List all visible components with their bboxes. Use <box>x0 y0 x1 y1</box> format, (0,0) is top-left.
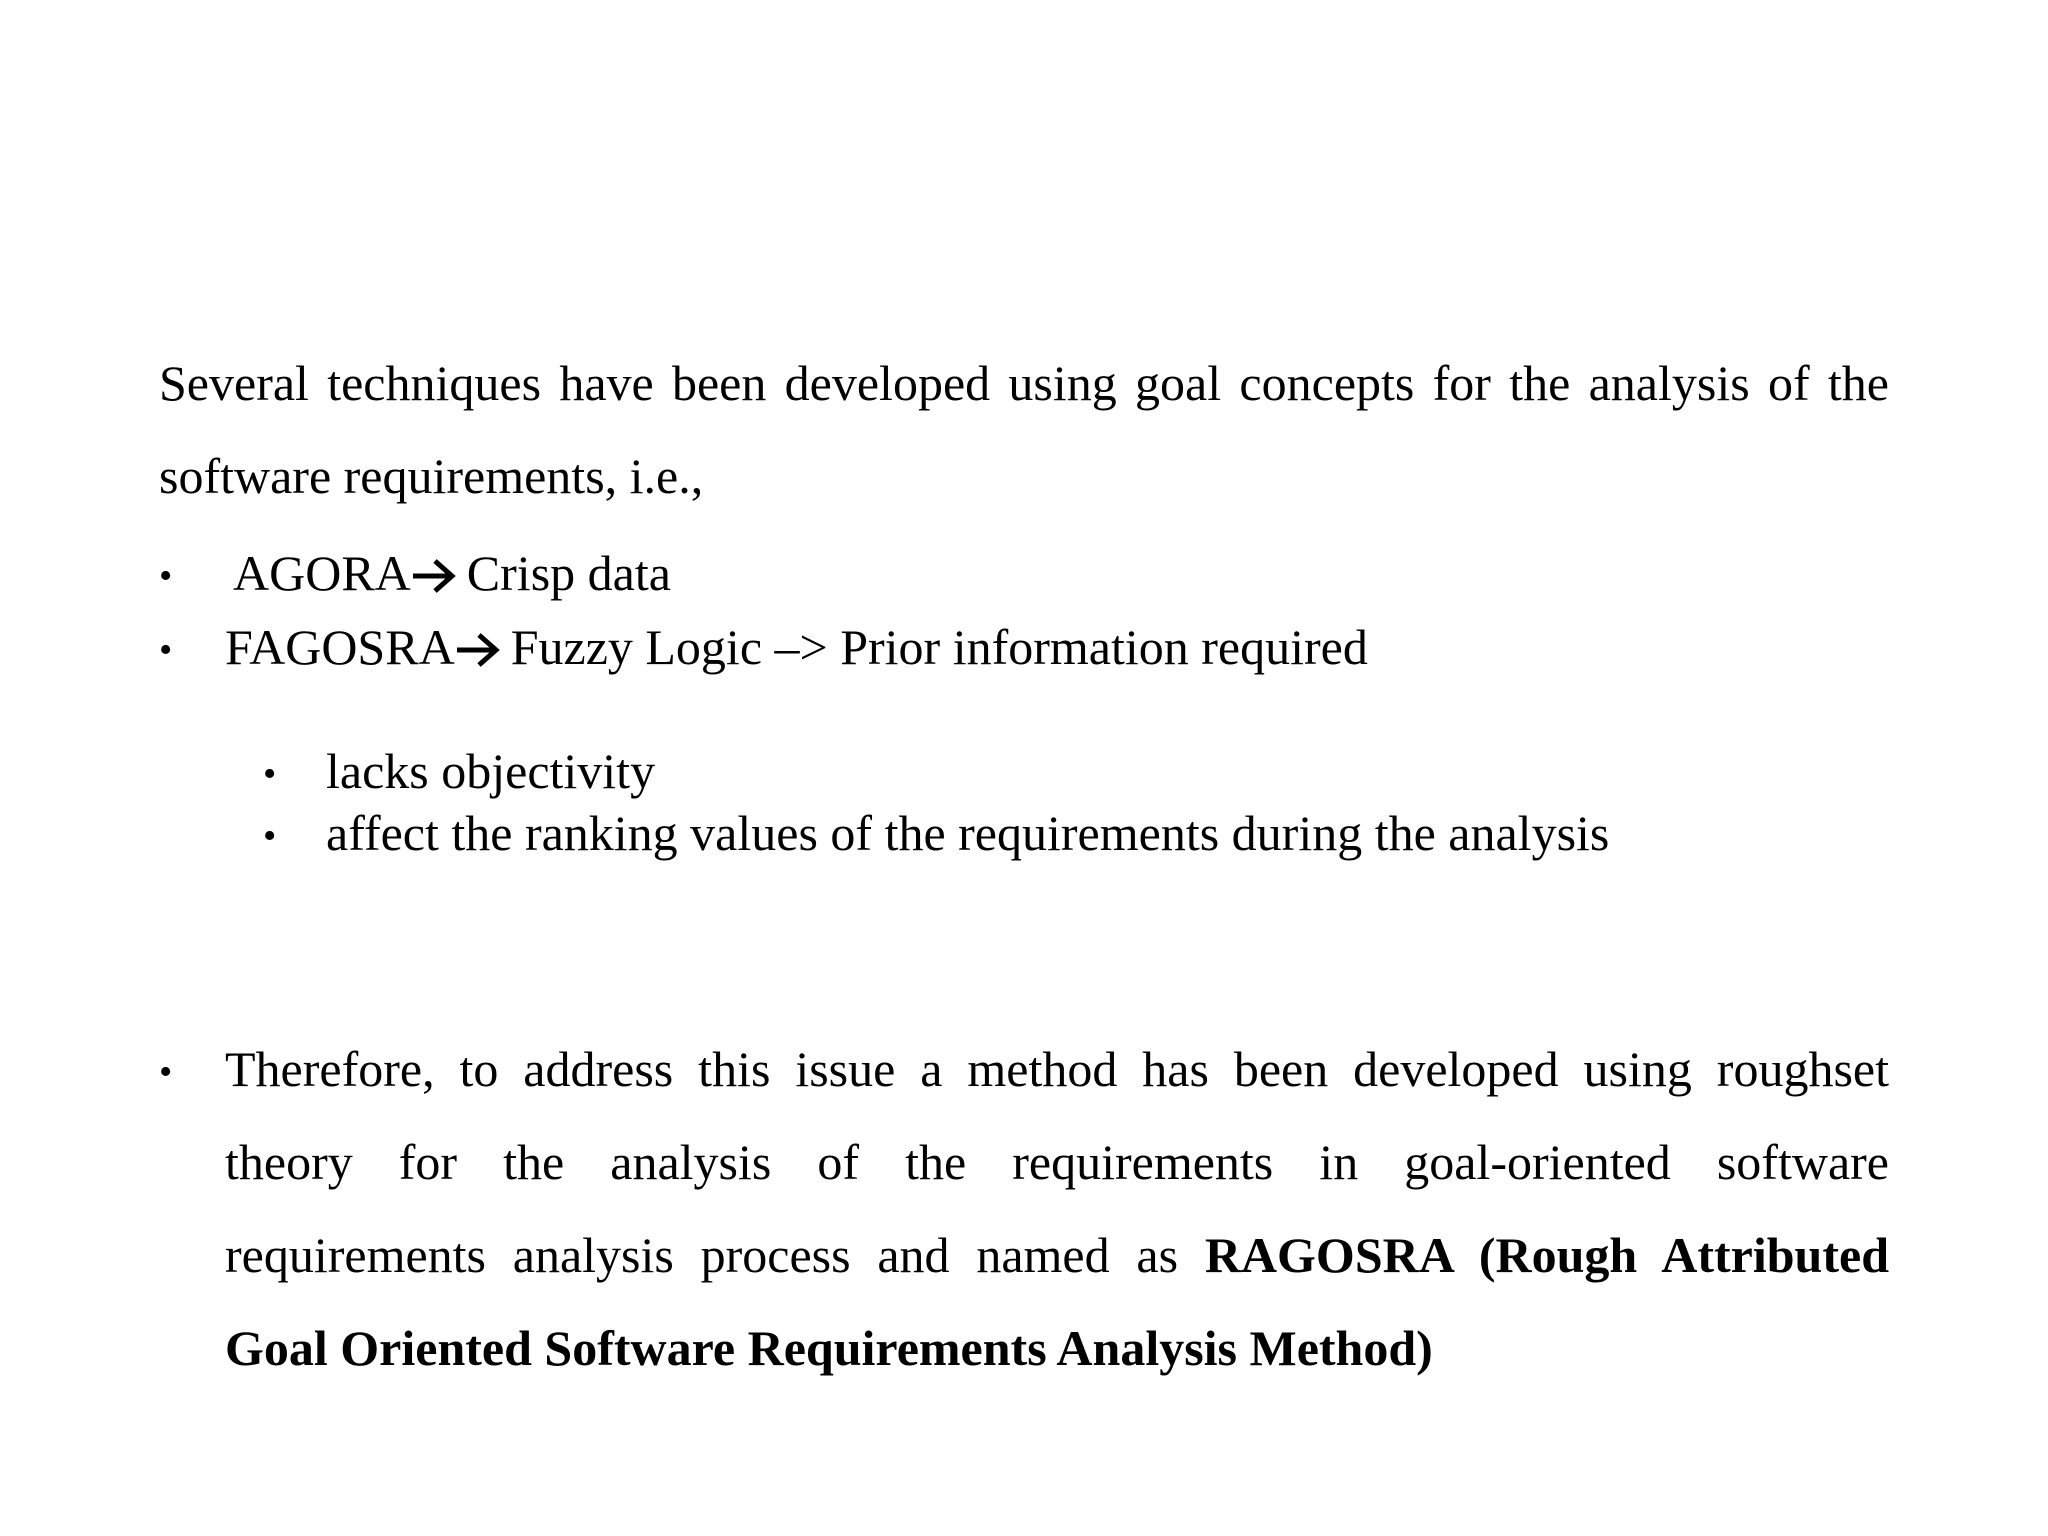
bullet-marker: • <box>159 629 173 671</box>
sub-bullet-marker: • <box>263 753 277 795</box>
bullet-agora-name: AGORA <box>233 545 411 601</box>
intro-line-1: Several techniques have been developed using goal concepts for the analysis of the <box>159 355 1889 411</box>
intro-line-2: software requirements, i.e., <box>159 448 704 504</box>
conclusion-line-3-plain: requirements analysis process and named as <box>225 1227 1179 1283</box>
right-arrow-icon <box>455 632 501 668</box>
bullet-fagosra-text: Fuzzy Logic –> Prior information required <box>510 619 1368 675</box>
bullet-fagosra <box>225 619 1368 675</box>
bullet-marker: • <box>159 555 173 597</box>
bullet-marker: • <box>159 1051 173 1093</box>
method-name-ragosra: RAGOSRA (Rough Attributed <box>1204 1227 1890 1283</box>
conclusion-line-2: theory for the analysis of the requirements in goal-oriented software <box>225 1134 1889 1190</box>
bullet-agora <box>233 545 671 601</box>
conclusion-line-3 <box>225 1227 1890 1283</box>
method-full-name: Goal Oriented Software Requirements Analysis Method) <box>225 1320 1433 1376</box>
right-arrow-icon <box>411 558 457 594</box>
conclusion-line-1: Therefore, to address this issue a method has been developed using roughset <box>225 1041 1889 1097</box>
bullet-agora-text: Crisp data <box>466 545 671 601</box>
sub-bullet-ranking-values: affect the ranking values of the requirements during the analysis <box>326 805 1610 861</box>
sub-bullet-lacks-objectivity: lacks objectivity <box>326 743 656 799</box>
sub-bullet-marker: • <box>263 815 277 857</box>
bullet-fagosra-name: FAGOSRA <box>225 619 455 675</box>
